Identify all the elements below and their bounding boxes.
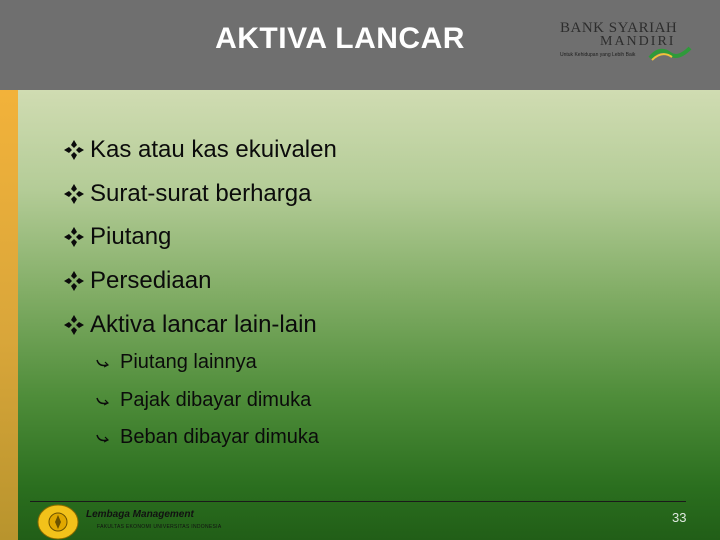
diamond-bullet-icon	[62, 225, 86, 249]
diamond-bullet-icon	[62, 269, 86, 293]
bank-logo-line2: MANDIRI	[600, 34, 676, 49]
page-number: 33	[672, 510, 687, 525]
curved-arrow-icon	[96, 357, 110, 369]
sub-bullet-label: Beban dibayar dimuka	[120, 426, 320, 448]
footer-divider	[30, 501, 686, 502]
bullet-item	[62, 311, 317, 339]
slide-title: AKTIVA LANCAR	[215, 22, 465, 55]
bullet-label: Aktiva lancar lain-lain	[90, 311, 317, 338]
header-bar	[0, 0, 720, 90]
sub-bullet-label: Piutang lainnya	[120, 351, 257, 373]
sub-bullet-item	[96, 389, 311, 412]
diamond-bullet-icon	[62, 138, 86, 162]
curved-arrow-icon	[96, 395, 110, 407]
footer-org-sub: FAKULTAS EKONOMI UNIVERSITAS INDONESIA	[97, 524, 222, 530]
curved-arrow-icon	[96, 432, 110, 444]
bullet-label: Kas atau kas ekuivalen	[90, 136, 337, 163]
sub-bullet-item	[96, 426, 319, 449]
bullet-item	[62, 136, 337, 164]
bullet-label: Piutang	[90, 223, 172, 250]
bank-mandiri-logo-icon	[556, 20, 696, 64]
bullet-item	[62, 267, 211, 295]
diamond-bullet-icon	[62, 313, 86, 337]
sub-bullet-item	[96, 351, 257, 374]
university-emblem-icon	[36, 502, 80, 540]
bullet-label: Surat-surat berharga	[90, 180, 312, 207]
bullet-label: Persediaan	[90, 267, 212, 294]
bank-wave-icon	[648, 42, 692, 62]
bank-logo-line1: BANK SYARIAH	[560, 20, 678, 36]
footer-org-name: Lembaga Management	[86, 509, 194, 520]
diamond-bullet-icon	[62, 182, 86, 206]
bullet-item	[62, 180, 311, 208]
bank-logo-tagline: Untuk Kehidupan yang Lebih Baik	[560, 52, 636, 58]
accent-sidebar	[0, 90, 18, 540]
bullet-item	[62, 223, 171, 251]
sub-bullet-label: Pajak dibayar dimuka	[120, 389, 312, 411]
